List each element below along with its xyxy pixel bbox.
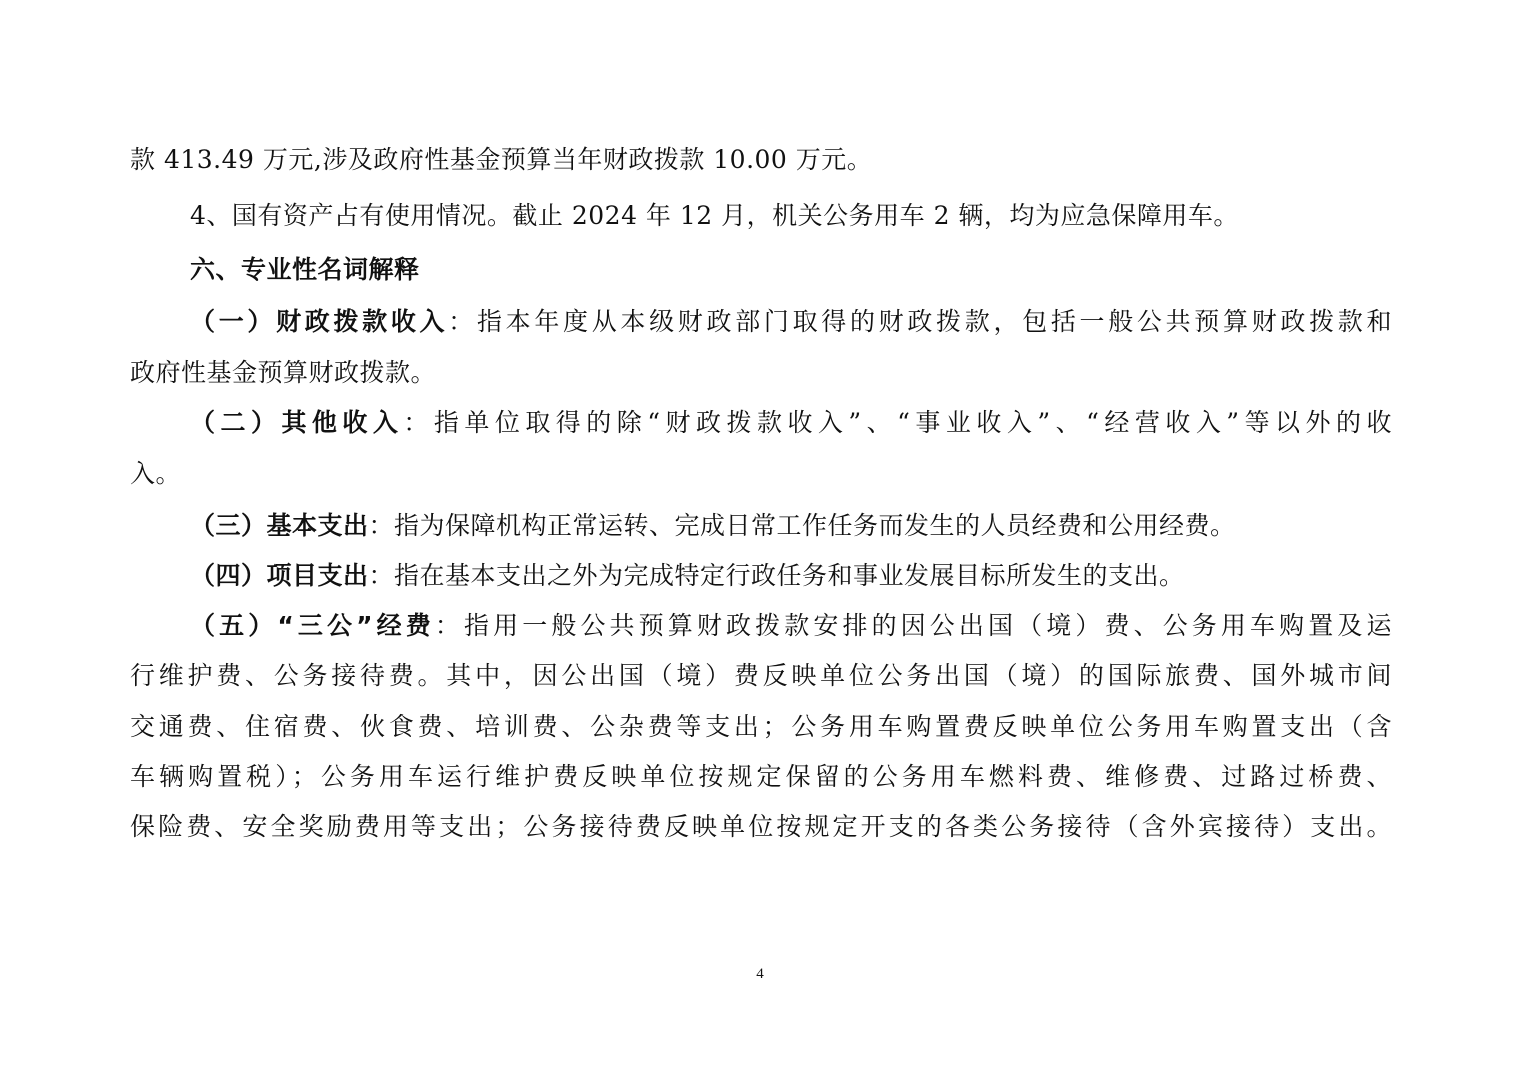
definition-term: （三）基本支出 xyxy=(190,511,369,540)
paragraph-line: 车辆购置税）；公务用车运行维护费反映单位按规定保留的公务用车燃料费、维修费、过路过桥费、 xyxy=(130,762,1392,791)
definition-item-2 xyxy=(190,406,1392,440)
definition-item-1 xyxy=(190,305,1392,339)
paragraph-line: 保险费、安全奖励费用等支出；公务接待费反映单位按规定开支的各类公务接待（含外宾接待）支出。 xyxy=(130,812,1392,841)
definition-term: （二）其他收入 xyxy=(190,408,404,437)
paragraph-line: 政府性基金预算财政拨款。 xyxy=(130,358,437,387)
paragraph-line: 4、国有资产占有使用情况。截止 2024 年 12 月，机关公务用车 2 辆，均为应急保障用车。 xyxy=(190,201,1239,230)
definition-text: ：指本年度从本级财政部门取得的财政拨款，包括一般公共预算财政拨款和 xyxy=(448,307,1392,336)
definition-item-4 xyxy=(190,559,1185,593)
definition-term: （五）“三公”经费 xyxy=(190,611,435,640)
page-number: 4 xyxy=(756,966,764,982)
section-heading: 六、专业性名词解释 xyxy=(190,255,420,284)
definition-item-3 xyxy=(190,509,1236,543)
paragraph-line: 入。 xyxy=(130,459,182,488)
definition-term: （一）财政拨款收入 xyxy=(190,307,449,336)
definition-text: ：指为保障机构正常运转、完成日常工作任务而发生的人员经费和公用经费。 xyxy=(368,511,1236,540)
definition-term: （四）项目支出 xyxy=(190,561,369,590)
definition-text: ：指单位取得的除“财政拨款收入”、“事业收入”、“经营收入”等以外的收 xyxy=(403,408,1392,437)
paragraph-line: 交通费、住宿费、伙食费、培训费、公杂费等支出；公务用车购置费反映单位公务用车购置支出（含 xyxy=(130,712,1392,741)
paragraph-line: 款 413.49 万元,涉及政府性基金预算当年财政拨款 10.00 万元。 xyxy=(130,145,873,174)
paragraph-line: 行维护费、公务接待费。其中，因公出国（境）费反映单位公务出国（境）的国际旅费、国外城市间 xyxy=(130,661,1392,690)
definition-text: ：指在基本支出之外为完成特定行政任务和事业发展目标所发生的支出。 xyxy=(368,561,1185,590)
definition-item-5 xyxy=(190,609,1392,643)
definition-text: ：指用一般公共预算财政拨款安排的因公出国（境）费、公务用车购置及运 xyxy=(434,611,1392,640)
